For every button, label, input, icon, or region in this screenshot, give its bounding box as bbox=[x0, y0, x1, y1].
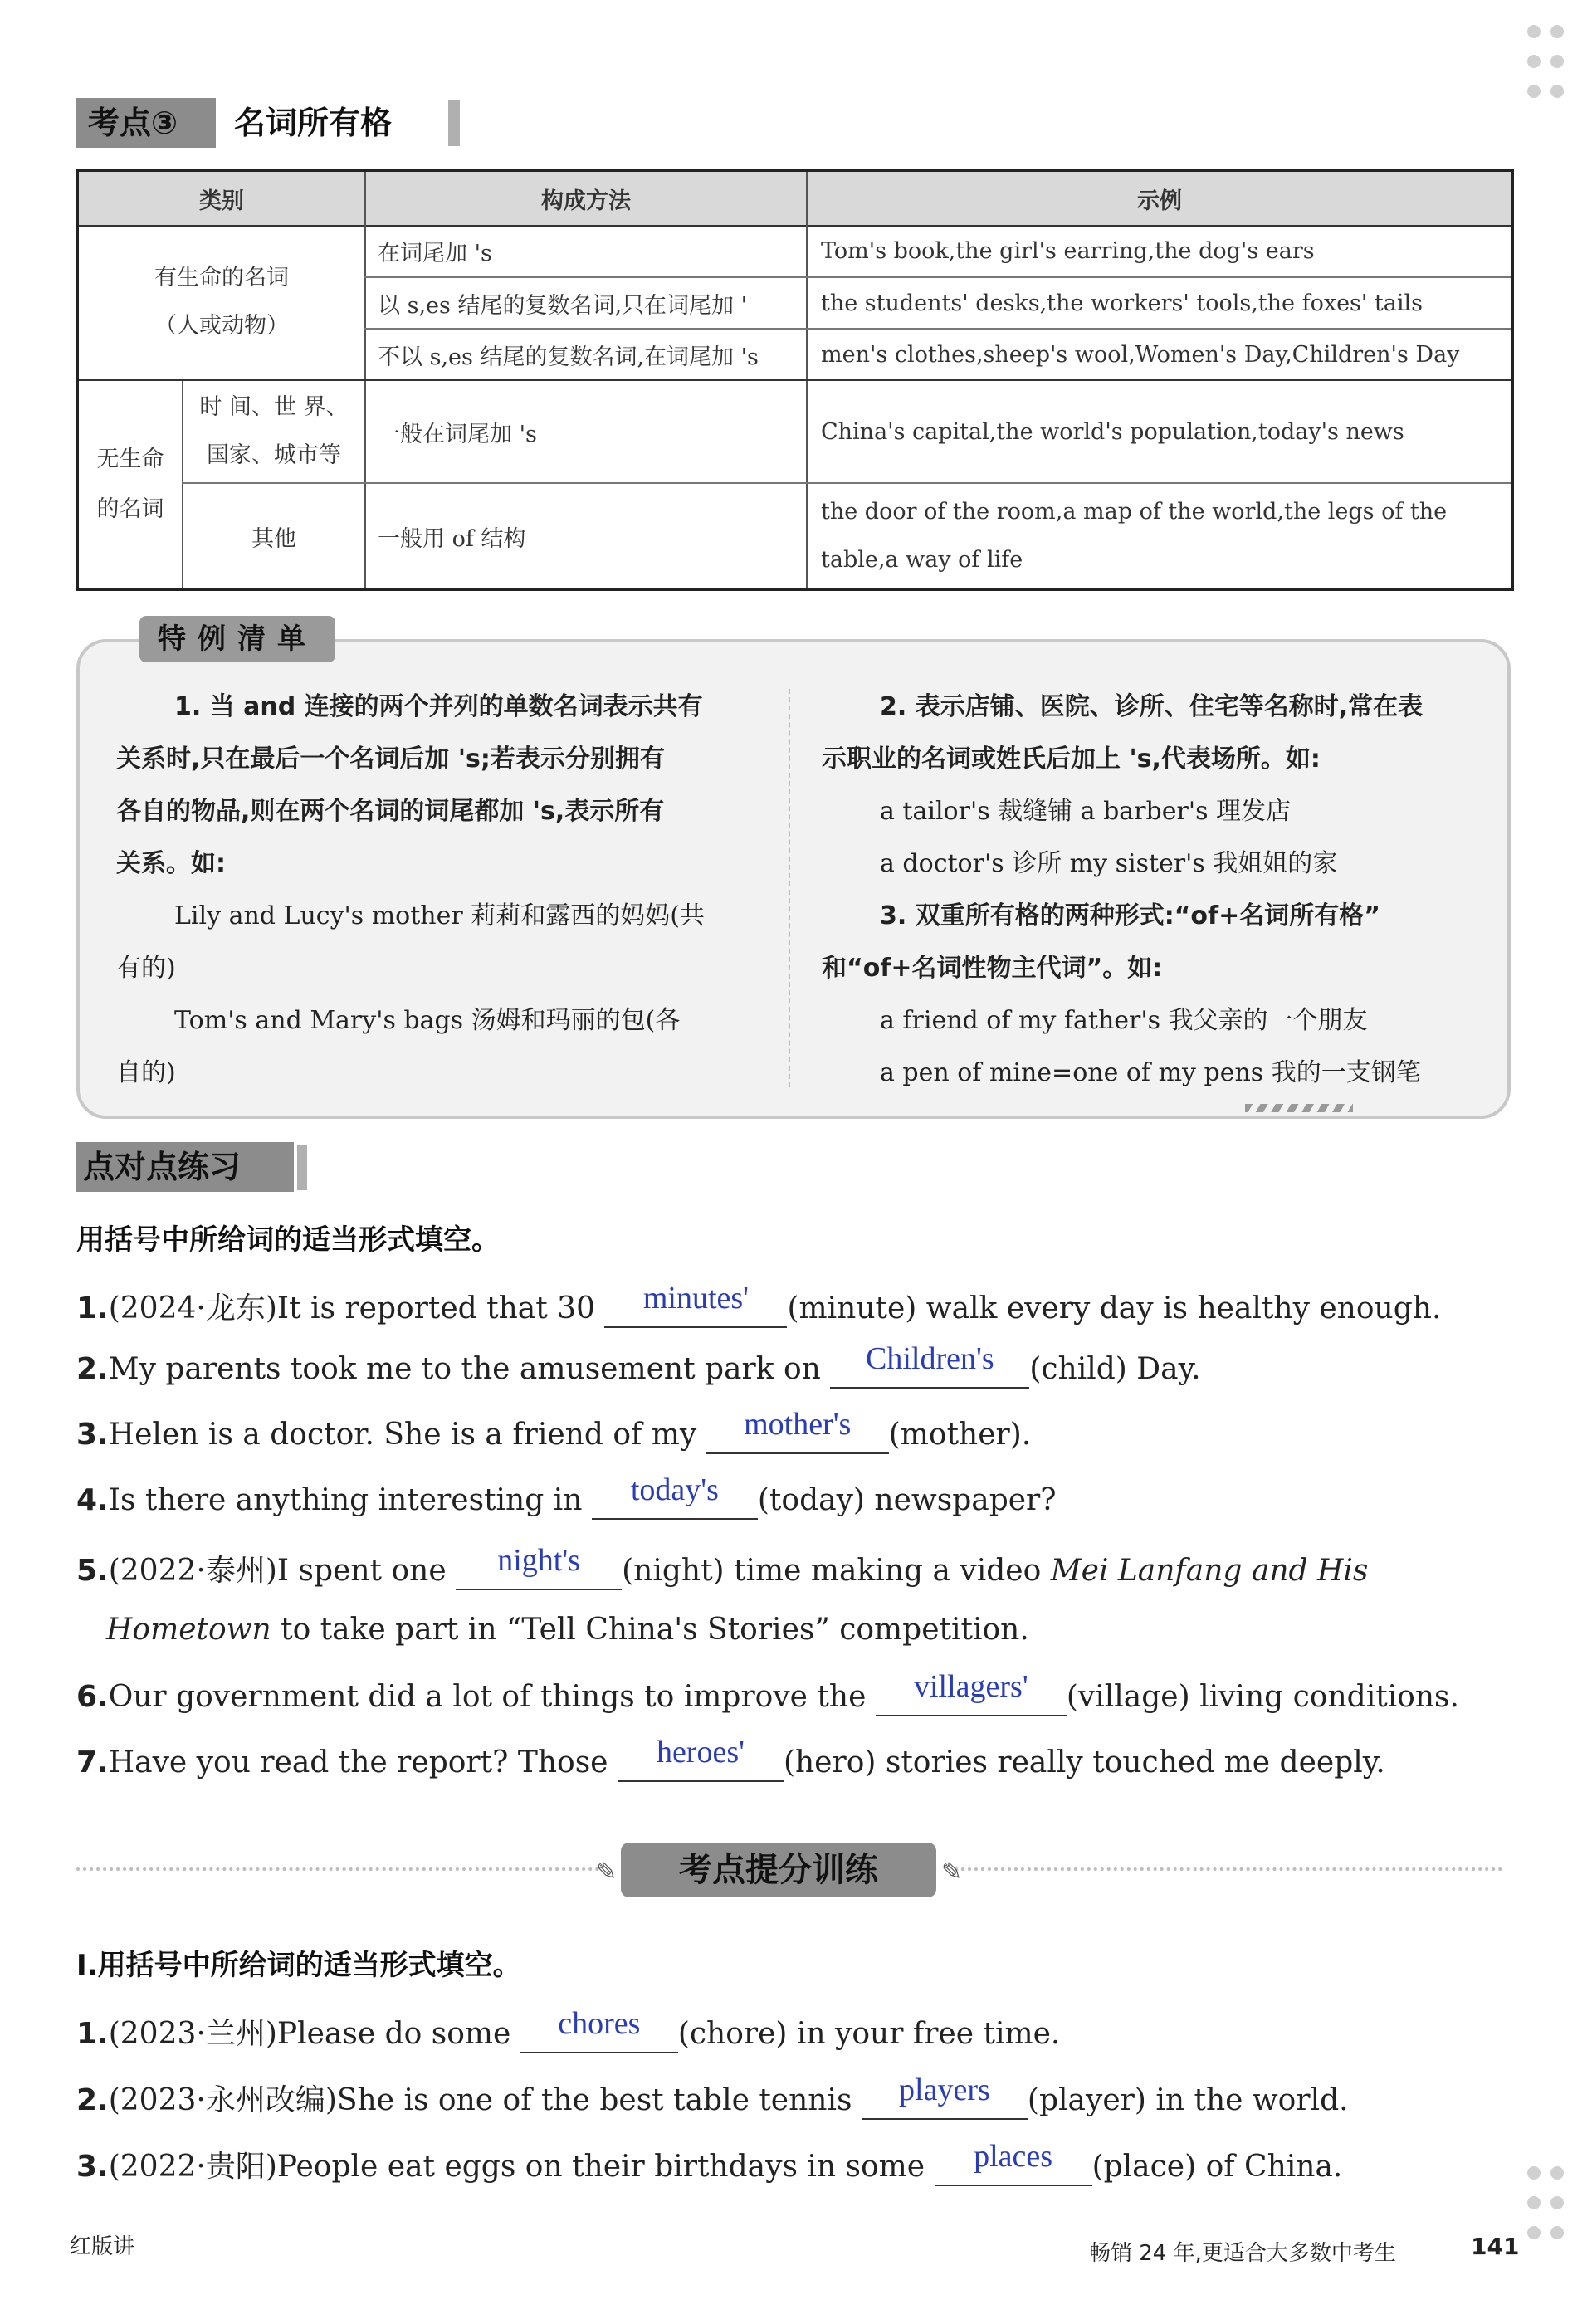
living-label bbox=[79, 225, 364, 379]
question-text: (today) newspaper? bbox=[757, 1483, 1057, 1517]
answer-blank[interactable] bbox=[604, 1281, 787, 1328]
special-line: 3. 双重所有格的两种形式:“of+名词所有格” bbox=[880, 901, 1380, 930]
answer-text: mother's bbox=[744, 1407, 852, 1442]
question-text: (2023·永州改编)She is one of the best table tennis bbox=[108, 2083, 852, 2117]
special-line: Tom's and Mary's bags 汤姆和玛丽的包(各 bbox=[174, 1006, 681, 1035]
special-right-column bbox=[822, 681, 1494, 1099]
nonliving-label-line2: 的名词 bbox=[96, 496, 164, 522]
nonliving-label bbox=[79, 381, 182, 588]
question-number: 1. bbox=[76, 1291, 109, 1326]
subcategory-line: 国家、城市等 bbox=[207, 442, 341, 468]
question-text: (player) in the world. bbox=[1027, 2083, 1349, 2117]
living-label-line1: 有生命的名词 bbox=[154, 265, 289, 290]
question-line bbox=[76, 1543, 1369, 1590]
practice-tag-bar bbox=[297, 1145, 307, 1190]
banner-pencil-icon: ✎ bbox=[941, 1858, 963, 1887]
video-title: Mei Lanfang and His bbox=[1050, 1554, 1369, 1588]
special-line: 自的) bbox=[116, 1058, 176, 1087]
question-number: 5. bbox=[76, 1554, 109, 1588]
special-line: 关系。如: bbox=[116, 849, 226, 878]
answer-text: places bbox=[974, 2139, 1053, 2174]
question-number: 3. bbox=[76, 2150, 109, 2184]
example-line: table,a way of life bbox=[821, 547, 1023, 573]
question-text: (mother). bbox=[888, 1418, 1032, 1452]
header-method: 构成方法 bbox=[541, 188, 631, 214]
question-text: to take part in “Tell China's Stories” competition. bbox=[271, 1613, 1029, 1647]
special-line: a friend of my father's 我父亲的一个朋友 bbox=[880, 1006, 1368, 1035]
video-title: Hometown bbox=[106, 1613, 271, 1647]
question-number: 7. bbox=[76, 1745, 109, 1780]
special-line: 1. 当 and 连接的两个并列的单数名词表示共有 bbox=[174, 692, 703, 721]
question-line bbox=[76, 1735, 1385, 1782]
box-decoration bbox=[1245, 1104, 1353, 1112]
answer-blank[interactable] bbox=[876, 1669, 1067, 1716]
special-line: 和“of+名词性物主代词”。如: bbox=[822, 954, 1163, 983]
answer-text: players bbox=[899, 2073, 990, 2107]
special-line: 各自的物品,则在两个名词的词尾都加 's,表示所有 bbox=[116, 797, 665, 826]
method-cell: 以 s,es 结尾的复数名词,只在词尾加 ' bbox=[378, 292, 748, 319]
corner-dots-top bbox=[1527, 25, 1577, 116]
answer-blank[interactable] bbox=[706, 1407, 889, 1454]
question-text: (minute) walk every day is healthy enough. bbox=[787, 1291, 1442, 1326]
answer-text: Children's bbox=[866, 1341, 994, 1376]
question-number: 2. bbox=[76, 2083, 109, 2117]
question-line bbox=[76, 1472, 1057, 1520]
title-bar-decoration bbox=[448, 100, 460, 146]
question-text: (2024·龙东)It is reported that 30 bbox=[108, 1291, 595, 1326]
example-line: the door of the room,a map of the world,the legs of the bbox=[821, 499, 1448, 525]
possessive-table bbox=[76, 169, 1514, 591]
question-number: 4. bbox=[76, 1483, 109, 1517]
banner-pencil-icon: ✎ bbox=[596, 1858, 618, 1887]
question-line bbox=[76, 2006, 1061, 2053]
question-text: (hero) stories really touched me deeply. bbox=[783, 1745, 1385, 1780]
question-text: (night) time making a video bbox=[622, 1554, 1042, 1588]
question-text: Our government did a lot of things to improve the bbox=[108, 1680, 867, 1714]
footer-brand: 红版讲 bbox=[70, 2234, 135, 2259]
special-line: a tailor's 裁缝铺 a barber's 理发店 bbox=[880, 797, 1291, 826]
subcategory-line: 时 间、世 界、 bbox=[199, 394, 349, 420]
question-line bbox=[76, 2073, 1349, 2120]
example-cell: China's capital,the world's population,today's news bbox=[821, 418, 1404, 445]
method-cell: 在词尾加 's bbox=[378, 240, 492, 266]
subcategory-cell bbox=[183, 381, 364, 482]
answer-blank[interactable] bbox=[935, 2139, 1092, 2186]
answer-blank[interactable] bbox=[618, 1735, 784, 1782]
column-divider bbox=[789, 689, 790, 1087]
section-tag: 考点③ bbox=[76, 98, 216, 148]
method-cell: 一般在词尾加 's bbox=[378, 421, 537, 447]
answer-blank[interactable] bbox=[862, 2073, 1028, 2120]
question-number: 3. bbox=[76, 1418, 109, 1452]
special-left-column bbox=[116, 681, 772, 1099]
method-cell: 一般用 of 结构 bbox=[378, 525, 526, 552]
practice-tag: 点对点练习 bbox=[76, 1142, 294, 1192]
answer-blank[interactable] bbox=[830, 1341, 1029, 1389]
question-text: Helen is a doctor. She is a friend of my bbox=[108, 1418, 697, 1452]
question-text: My parents took me to the amusement park on bbox=[108, 1352, 821, 1386]
method-cell: 不以 s,es 结尾的复数名词,在词尾加 's bbox=[378, 344, 759, 370]
special-line: a pen of mine=one of my pens 我的一支钢笔 bbox=[880, 1058, 1421, 1087]
question-line bbox=[76, 1341, 1201, 1389]
banner-wave-left bbox=[76, 1868, 599, 1871]
practice-instruction: 用括号中所给词的适当形式填空。 bbox=[76, 1223, 500, 1257]
question-line bbox=[76, 1669, 1459, 1716]
corner-dots-bottom bbox=[1527, 2166, 1577, 2258]
question-text: (village) living conditions. bbox=[1066, 1680, 1459, 1714]
question-text: (2023·兰州)Please do some bbox=[108, 2017, 511, 2051]
question-number: 6. bbox=[76, 1680, 109, 1714]
special-cases-tag: 特例清单 bbox=[139, 616, 335, 662]
answer-text: villagers' bbox=[913, 1669, 1028, 1704]
special-line: 有的) bbox=[116, 954, 176, 983]
question-number: 2. bbox=[76, 1352, 109, 1386]
header-example: 示例 bbox=[1137, 188, 1182, 214]
header-category: 类别 bbox=[199, 188, 244, 214]
answer-blank[interactable] bbox=[592, 1472, 758, 1520]
question-text: (place) of China. bbox=[1091, 2150, 1343, 2184]
example-cell: the students' desks,the workers' tools,the foxes' tails bbox=[821, 290, 1423, 316]
subcategory-cell: 其他 bbox=[251, 525, 296, 552]
training-banner: 考点提分训练 bbox=[621, 1843, 936, 1897]
living-label-line2: （人或动物） bbox=[154, 313, 289, 339]
question-text: (2022·泰州)I spent one bbox=[108, 1554, 447, 1588]
answer-blank[interactable] bbox=[520, 2006, 678, 2053]
question-number: 1. bbox=[76, 2017, 109, 2051]
page-number: 141 bbox=[1471, 2233, 1520, 2260]
question-text: Have you read the report? Those bbox=[108, 1745, 608, 1780]
question-line bbox=[76, 1407, 1032, 1454]
answer-blank[interactable] bbox=[456, 1543, 622, 1590]
answer-text: today's bbox=[630, 1472, 719, 1507]
question-text: Is there anything interesting in bbox=[108, 1483, 583, 1517]
special-line: 关系时,只在最后一个名词后加 's;若表示分别拥有 bbox=[116, 745, 665, 774]
answer-text: chores bbox=[558, 2006, 641, 2041]
answer-text: night's bbox=[497, 1543, 580, 1578]
answer-text: heroes' bbox=[656, 1735, 745, 1770]
question-text: (child) Day. bbox=[1029, 1352, 1201, 1386]
question-continuation bbox=[106, 1613, 1029, 1647]
footer-slogan: 畅销 24 年,更适合大多数中考生 bbox=[1089, 2241, 1396, 2266]
section-title: 名词所有格 bbox=[234, 105, 393, 141]
example-cell: men's clothes,sheep's wool,Women's Day,Children's Day bbox=[821, 341, 1460, 368]
question-line bbox=[76, 2139, 1343, 2186]
special-line: 示职业的名词或姓氏后加上 's,代表场所。如: bbox=[822, 745, 1321, 774]
special-line: Lily and Lucy's mother 莉莉和露西的妈妈(共 bbox=[174, 901, 705, 930]
question-text: (chore) in your free time. bbox=[677, 2017, 1061, 2051]
example-cell bbox=[821, 484, 1502, 588]
nonliving-label-line1: 无生命 bbox=[96, 447, 164, 472]
special-line: 2. 表示店铺、医院、诊所、住宅等名称时,常在表 bbox=[880, 692, 1424, 721]
training-instruction: Ⅰ.用括号中所给词的适当形式填空。 bbox=[76, 1949, 521, 1982]
question-line bbox=[76, 1281, 1442, 1328]
answer-text: minutes' bbox=[642, 1281, 750, 1316]
banner-wave-right bbox=[955, 1868, 1502, 1871]
example-cell: Tom's book,the girl's earring,the dog's ears bbox=[821, 237, 1315, 264]
special-line: a doctor's 诊所 my sister's 我姐姐的家 bbox=[880, 849, 1338, 878]
question-text: (2022·贵阳)People eat eggs on their birthdays in some bbox=[108, 2150, 925, 2184]
